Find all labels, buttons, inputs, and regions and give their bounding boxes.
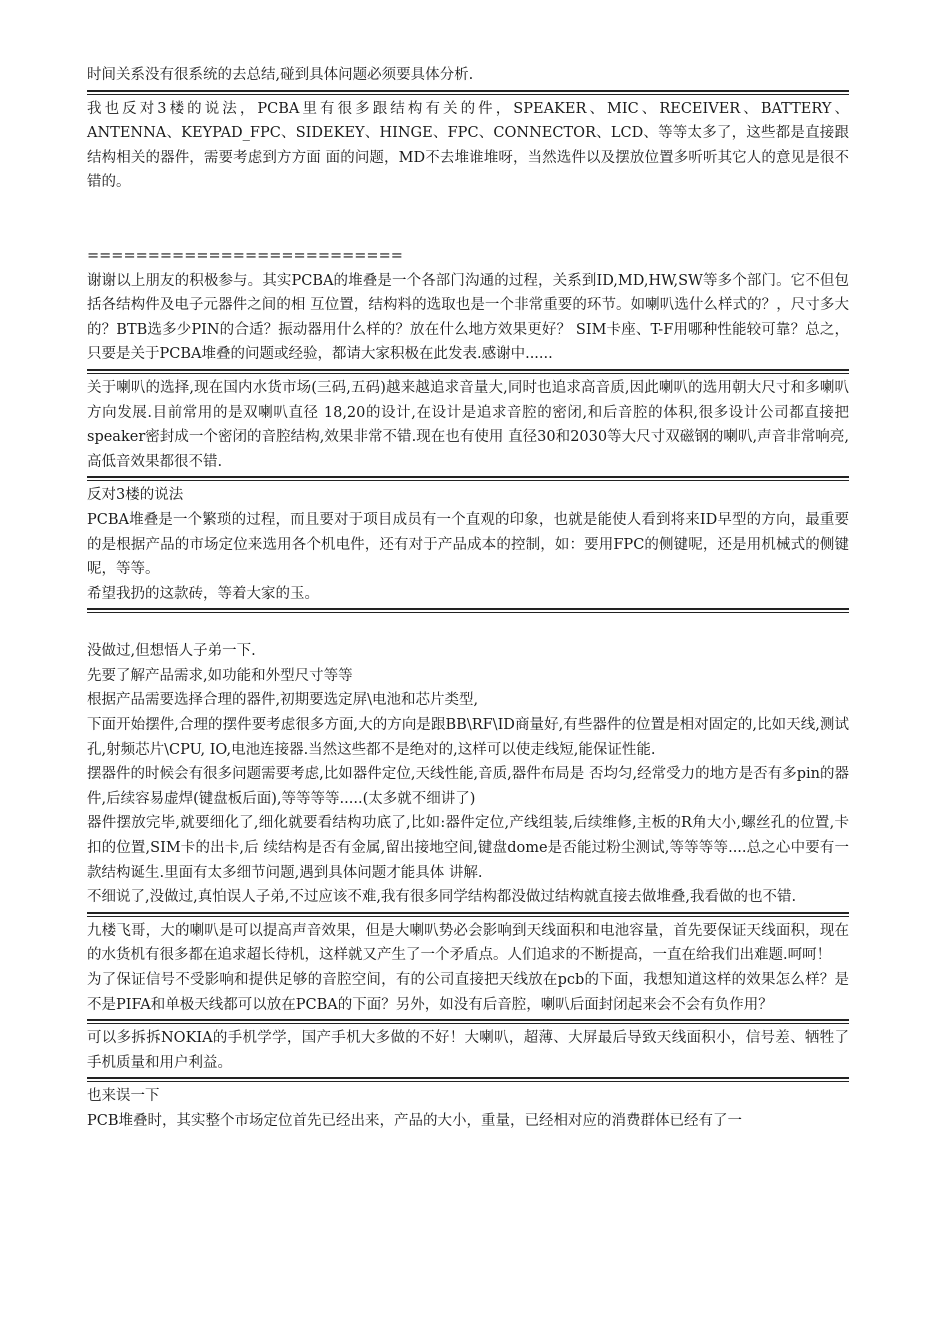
paragraph: 摆器件的时候会有很多问题需要考虑,比如器件定位,天线性能,音质,器件布局是 否均匀,经常受力的地方是否有多pin的器件,后续容易虚焊(键盘板后面),等等等等.....(太多就不细讲了): [87, 766, 849, 807]
paragraph: 时间关系没有很系统的去总结,碰到具体问题必须要具体分析.: [87, 67, 474, 83]
post-5: [87, 483, 849, 606]
paragraph: 器件摆放完毕,就要细化了,细化就要看结构功底了,比如:器件定位,产线组装,后续维修,主板的R角大小,螺丝孔的位置,卡扣的位置,SIM卡的出卡,后 续结构是否有金属,留出接地空间,键盘dome是否能过粉尘测试,等等等等....总之心中要有一款结构诞生.里面有太多细节问题,遇到具体问题才能具体 讲解.: [87, 815, 849, 881]
post-6: [87, 639, 849, 910]
post-9: [87, 1084, 849, 1133]
post-8: [87, 1026, 849, 1075]
paragraph: 希望我扔的这款砖，等着大家的玉。: [87, 585, 319, 602]
post-separator: [87, 912, 849, 917]
paragraph: 为了保证信号不受影响和提供足够的音腔空间，有的公司直接把天线放在pcb的下面，我想知道这样的效果怎么样？是不是PIFA和单极天线都可以放在PCBA的下面？另外，如没有后音腔，喇叭后面封闭起来会不会有负作用？: [87, 972, 849, 1013]
document-page: [87, 63, 849, 1134]
post-separator: [87, 476, 849, 481]
post-2: [87, 97, 849, 195]
paragraph: PCB堆叠时，其实整个市场定位首先已经出来，产品的大小，重量，已经相对应的消费群体已经有了一: [87, 1112, 743, 1129]
paragraph: 可以多拆拆NOKIA的手机学学，国产手机大多做的不好！大喇叭，超薄、大屏最后导致天线面积小，信号差、牺牲了手机质量和用户利益。: [87, 1030, 849, 1071]
paragraph: 反对3楼的说法: [87, 487, 184, 504]
paragraph: 谢谢以上朋友的积极参与。其实PCBA的堆叠是一个各部门沟通的过程，关系到ID,MD,HW,SW等多个部门。它不但包括各结构件及电子元器件之间的相 互位置，结构料的选取也是一个非常重要的环节。如喇叭选什么样式的？，尺寸多大的？BTB选多少PIN的合适？振动器用什么样的？放在什么地方效果更好？ SIM卡座、T-F用哪种性能较可靠？总之，只要是关于PCBA堆叠的问题或经验，都请大家积极在此发表.感谢中......: [87, 272, 849, 363]
paragraph: 没做过,但想悟人子弟一下.: [87, 643, 256, 660]
post-4: [87, 376, 849, 474]
blank-space: [87, 195, 849, 244]
post-3: [87, 244, 849, 367]
post-separator: [87, 608, 849, 613]
paragraph: 根据产品需要选择合理的器件,初期要选定屏\电池和芯片类型,: [87, 692, 479, 709]
post-separator: [87, 1019, 849, 1024]
paragraph: 也来误一下: [87, 1088, 160, 1105]
post-separator: [87, 1077, 849, 1082]
post-1: [87, 63, 849, 88]
post-separator: [87, 369, 849, 374]
paragraph: 关于喇叭的选择,现在国内水货市场(三码,五码)越来越追求音量大,同时也追求高音质,因此喇叭的选用朝大尺寸和多喇叭方向发展.目前常用的是双喇叭直径 18,20的设计,在设计是追求音腔的密闭,和后音腔的体积,很多设计公司都直接把speaker密封成一个密闭的音腔结构,效果非常不错.现在也有使用 直径30和2030等大尺寸双磁钢的喇叭,声音非常响亮,高低音效果都很不错.: [87, 379, 849, 470]
paragraph: 九楼飞哥，大的喇叭是可以提高声音效果，但是大喇叭势必会影响到天线面积和电池容量，首先要保证天线面积，现在的水货机有很多都在追求超长待机，这样就又产生了一个矛盾点。人们追求的不断提高，一直在给我们出难题.呵呵！: [87, 922, 849, 964]
post-separator: [87, 90, 849, 95]
blank-space: [87, 615, 849, 639]
paragraph: 下面开始摆件,合理的摆件要考虑很多方面,大的方向是跟BB\RF\ID商量好,有些器件的位置是相对固定的,比如天线,测试孔,射频芯片\CPU, IO,电池连接器.当然这些都不是绝对的,这样可以使走线短,能保证性能.: [87, 717, 849, 758]
paragraph: 我也反对3楼的说法，PCBA里有很多跟结构有关的件，SPEAKER、MIC、RECEIVER、BATTERY、ANTENNA、KEYPAD_FPC、SIDEKEY、HINGE、FPC、CONNECTOR、LCD、等等太多了，这些都是直接跟结构相关的器件，需要考虑到方方面 面的问题，MD不去堆谁堆呀，当然选件以及摆放位置多听听其它人的意见是很不错的。: [87, 100, 849, 191]
paragraph: 先要了解产品需求,如功能和外型尺寸等等: [87, 667, 353, 684]
paragraph: 不细说了,没做过,真怕误人子弟,不过应该不难,我有很多同学结构都没做过结构就直接去做堆叠,我看做的也不错.: [87, 889, 797, 906]
paragraph: PCBA堆叠是一个繁琐的过程，而且要对于项目成员有一个直观的印象，也就是能使人看到将来ID早型的方向，最重要的是根据产品的市场定位来选用各个机电件，还有对于产品成本的控制，如：要用FPC的侧键呢，还是用机械式的侧键呢，等等。: [87, 511, 849, 578]
post-7: [87, 919, 849, 1017]
equals-divider: ==========================: [87, 247, 403, 264]
